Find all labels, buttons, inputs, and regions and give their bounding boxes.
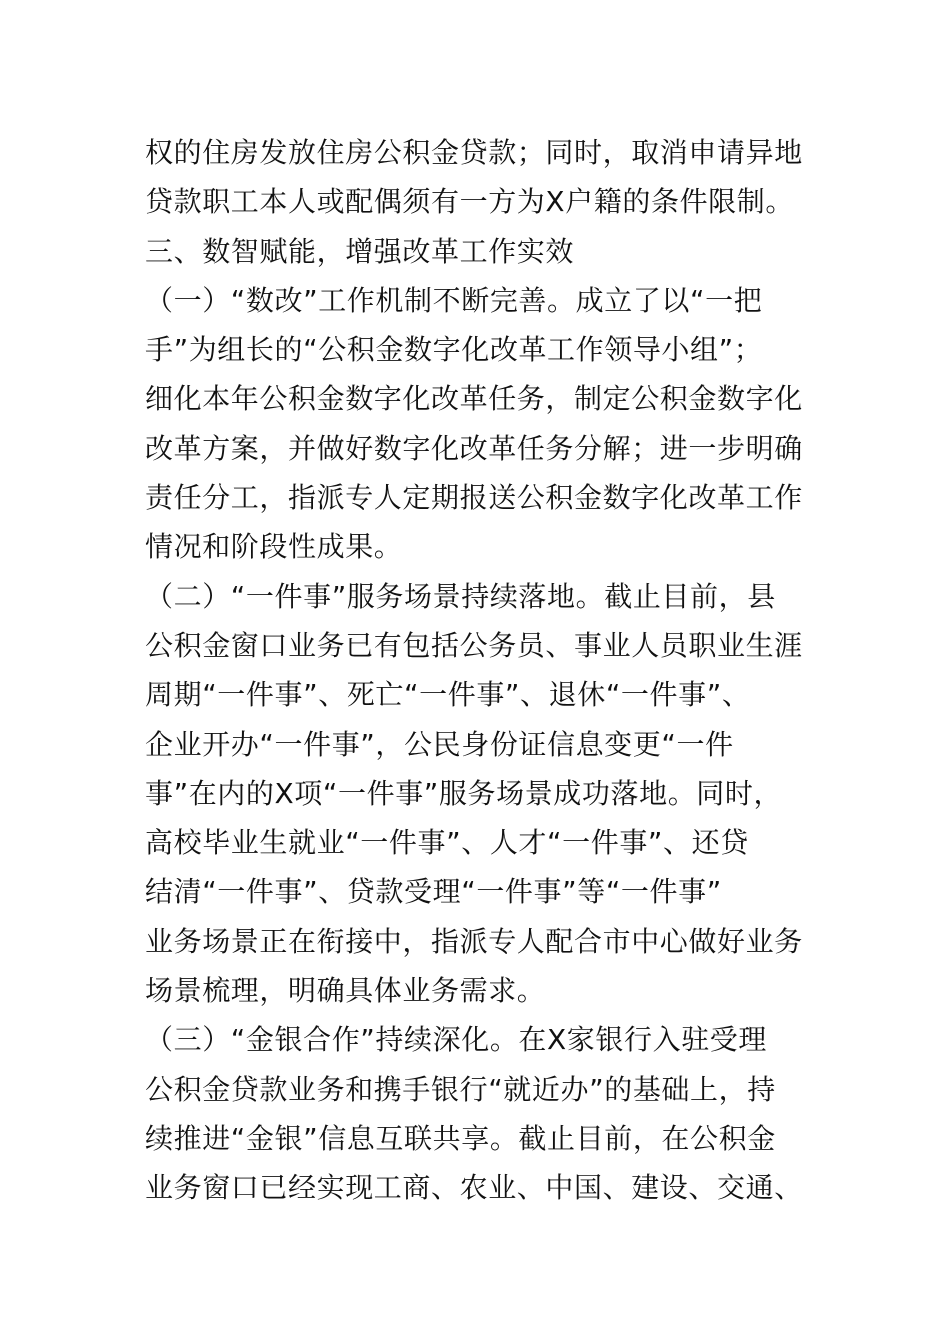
text-line: 业务场景正在衔接中，指派专人配合市中心做好业务 [145, 924, 803, 958]
text-line: 事”在内的X项“一件事”服务场景成功落地。同时， [145, 776, 783, 810]
paragraph-heading-line: （一）“数改”工作机制不断完善。成立了以“一把 [145, 283, 763, 317]
text-line: 责任分工，指派专人定期报送公积金数字化改革工作 [145, 481, 803, 515]
text-line: 业务窗口已经实现工商、农业、中国、建设、交通、 [145, 1171, 803, 1205]
text-line: 场景梳理，明确具体业务需求。 [145, 974, 546, 1008]
section-heading: 三、数智赋能，增强改革工作实效 [145, 234, 575, 268]
text-line: 手”为组长的“公积金数字化改革工作领导小组”； [145, 333, 763, 367]
text-line: 结清“一件事”、贷款受理“一件事”等“一件事” [145, 875, 722, 909]
text-line: 公积金贷款业务和携手银行“就近办”的基础上，持 [145, 1072, 776, 1106]
document-body [145, 128, 845, 1213]
text-line: 高校毕业生就业“一件事”、人才“一件事”、还贷 [145, 826, 749, 860]
text-line: 改革方案，并做好数字化改革任务分解；进一步明确 [145, 431, 803, 465]
text-line: 续推进“金银”信息互联共享。截止目前，在公积金 [145, 1121, 776, 1155]
text-line: 周期“一件事”、死亡“一件事”、退休“一件事”、 [145, 678, 751, 712]
text-line: 企业开办“一件事”，公民身份证信息变更“一件 [145, 727, 734, 761]
text-line: 公积金窗口业务已有包括公务员、事业人员职业生涯 [145, 628, 803, 662]
text-line: 贷款职工本人或配偶须有一方为X户籍的条件限制。 [145, 185, 794, 219]
text-line: 情况和阶段性成果。 [145, 530, 403, 564]
paragraph-heading-line: （三）“金银合作”持续深化。在X家银行入驻受理 [145, 1023, 767, 1057]
text-line: 权的住房发放住房公积金贷款；同时，取消申请异地 [145, 136, 803, 169]
text-line: 细化本年公积金数字化改革任务，制定公积金数字化 [145, 382, 803, 416]
paragraph-heading-line: （二）“一件事”服务场景持续落地。截止目前，县 [145, 579, 776, 613]
